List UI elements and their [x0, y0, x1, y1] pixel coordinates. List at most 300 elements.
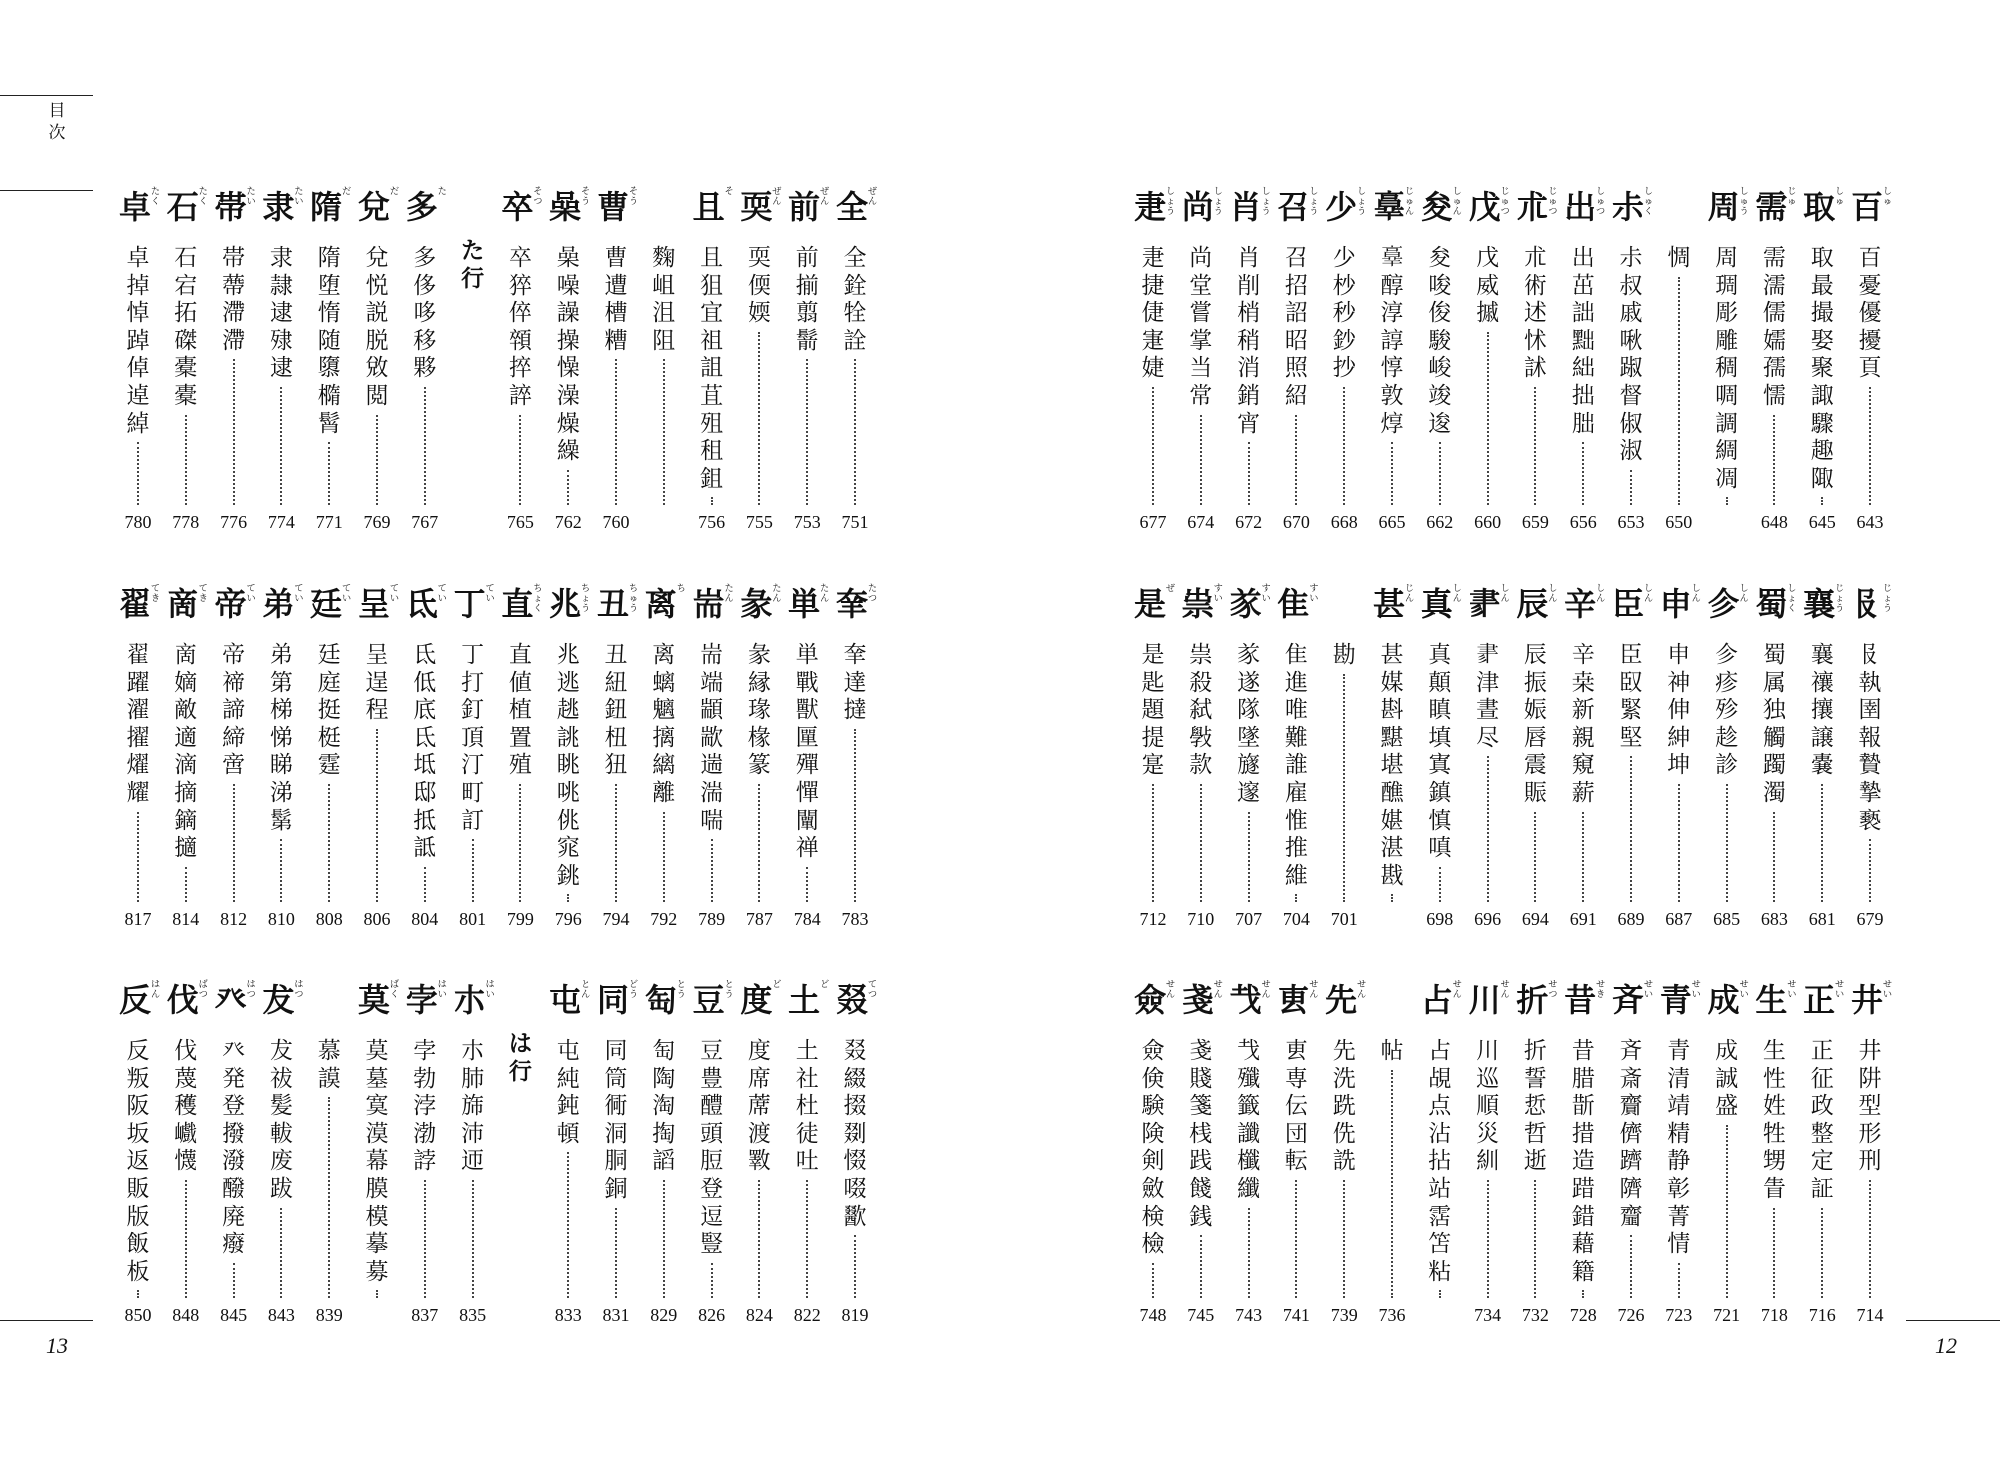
toc-entry[interactable] [642, 187, 686, 547]
entry-page-number: 745 [1187, 1305, 1215, 1325]
character: 圉 [1858, 697, 1882, 724]
entry-characters [1179, 642, 1223, 780]
character: 迊 [461, 1148, 485, 1175]
character: 登 [700, 1175, 724, 1202]
toc-entry[interactable] [690, 584, 734, 944]
toc-entry[interactable] [1131, 584, 1175, 944]
character: 𢦏 [1237, 1038, 1261, 1064]
toc-entry[interactable] [690, 187, 734, 547]
character: 疹 [1715, 669, 1739, 696]
character: 趁 [1715, 724, 1739, 751]
entry-reading: せん [1261, 980, 1271, 1000]
entry-characters [1131, 245, 1175, 383]
entry-characters [1513, 245, 1557, 383]
entry-characters [1657, 642, 1701, 780]
character: 匰 [795, 724, 819, 751]
toc-entry[interactable] [1561, 584, 1605, 944]
character: 滴 [174, 752, 198, 779]
entry-reading: ちょく [533, 584, 543, 614]
entry-characters [1561, 245, 1605, 438]
toc-entry[interactable] [1752, 980, 1796, 1340]
entry-page-number: 776 [220, 512, 248, 532]
character: 訂 [461, 807, 485, 834]
entry-characters [1705, 642, 1749, 780]
toc-entry[interactable] [451, 980, 495, 1340]
character: 倢 [1141, 300, 1165, 327]
toc-entry[interactable] [1609, 187, 1653, 547]
character: 呈 [365, 642, 389, 668]
toc-entry[interactable] [1848, 980, 1892, 1340]
entry-head-character: 帝 [214, 585, 247, 623]
entry-characters [785, 642, 829, 863]
entry-reading: てい [246, 584, 256, 604]
entry-characters [259, 245, 303, 383]
character: 睇 [269, 752, 293, 779]
character: 褻 [1858, 807, 1882, 834]
entry-reading: そう [581, 187, 591, 207]
entry-head-character: 土 [788, 981, 821, 1019]
entry-characters [1274, 642, 1318, 890]
toc-entry[interactable] [1418, 980, 1462, 1340]
entry-characters [403, 642, 447, 863]
toc-entry[interactable] [546, 187, 590, 547]
character: 打 [461, 669, 485, 696]
character: 伝 [1284, 1093, 1308, 1120]
character: 掇 [843, 1093, 867, 1120]
toc-entry[interactable] [498, 584, 542, 944]
character: 新 [1571, 697, 1595, 724]
character: 型 [1858, 1093, 1882, 1120]
character: 竣 [1428, 382, 1452, 409]
toc-entry[interactable] [164, 980, 208, 1340]
toc-entry[interactable] [1657, 584, 1701, 944]
character: 噪 [556, 272, 580, 299]
character: 鏑 [174, 807, 198, 834]
dot-leader [424, 1180, 426, 1298]
toc-entry[interactable] [1370, 187, 1414, 547]
entry-reading: せん [1500, 980, 1510, 1000]
toc-entry[interactable] [1513, 187, 1557, 547]
character: 隳 [317, 355, 341, 382]
toc-entry[interactable] [1705, 187, 1749, 547]
toc-entry[interactable] [259, 187, 303, 547]
character: 孺 [1762, 355, 1786, 382]
entry-reading: た [437, 187, 447, 197]
toc-entry[interactable] [307, 980, 351, 1340]
character: 且 [700, 245, 724, 271]
entry-head-character: 召 [1277, 188, 1310, 226]
dot-leader [1391, 442, 1393, 505]
dot-leader [1630, 756, 1632, 902]
character: 杻 [604, 724, 628, 751]
toc-entry[interactable] [1370, 980, 1414, 1340]
toc-entry[interactable] [690, 980, 734, 1340]
entry-head-character: 出 [1564, 188, 1597, 226]
dot-leader [1200, 415, 1202, 505]
toc-entry[interactable] [116, 980, 160, 1340]
toc-entry[interactable] [1609, 584, 1653, 944]
character: 齏 [1619, 1203, 1643, 1230]
toc-entry[interactable] [307, 187, 351, 547]
character: 淑 [1619, 438, 1643, 465]
entry-characters [1418, 642, 1462, 863]
toc-entry[interactable] [1752, 187, 1796, 547]
entry-characters [1131, 642, 1175, 780]
entry-characters [1561, 1038, 1605, 1286]
dot-leader [376, 415, 378, 505]
character: 涕 [269, 779, 293, 806]
toc-entry[interactable] [355, 584, 399, 944]
entry-head-character: 襄 [1803, 585, 1836, 623]
character: 隊 [1237, 697, 1261, 724]
toc-entry[interactable] [1274, 980, 1318, 1340]
toc-entry[interactable] [1561, 980, 1605, 1340]
character: 歠 [843, 1203, 867, 1230]
character: 絀 [1571, 355, 1595, 382]
character: 沾 [1428, 1120, 1452, 1147]
dot-leader [280, 1208, 282, 1298]
dot-leader [854, 359, 856, 505]
character: 魑 [652, 697, 676, 724]
dot-leader [472, 1180, 474, 1298]
entry-reading: ぜ [1165, 584, 1175, 594]
entry-head-character: 前 [788, 188, 821, 226]
character: 隶 [269, 245, 293, 271]
toc-entry[interactable] [1227, 584, 1271, 944]
character: 静 [1667, 1148, 1691, 1175]
entry-page-number: 769 [363, 512, 391, 532]
toc-entry[interactable] [212, 187, 256, 547]
entry-reading: しゅ [1882, 187, 1892, 207]
dot-leader [854, 729, 856, 902]
toc-entry[interactable] [1274, 187, 1318, 547]
entry-reading: せん [1357, 980, 1367, 1000]
toc-entry[interactable] [164, 584, 208, 944]
toc-entry[interactable] [1752, 584, 1796, 944]
toc-entry[interactable] [259, 584, 303, 944]
toc-entry[interactable] [1418, 584, 1462, 944]
toc-entry[interactable] [355, 187, 399, 547]
toc-entry[interactable] [1322, 584, 1366, 944]
entry-head-character: 井 [1850, 981, 1883, 1019]
character: 多 [413, 245, 437, 271]
character: 豆 [700, 1038, 724, 1064]
character: 紐 [604, 669, 628, 696]
toc-entry[interactable] [1800, 980, 1844, 1340]
toc-entry[interactable] [833, 187, 877, 547]
toc-entry[interactable] [785, 584, 829, 944]
character: 版 [126, 1203, 150, 1230]
character: 鎮 [1428, 779, 1452, 806]
character: 夋 [1428, 245, 1452, 271]
character: 蜀 [1762, 642, 1786, 668]
character: 峻 [1428, 355, 1452, 382]
toc-entry[interactable] [737, 187, 781, 547]
character: 植 [508, 697, 532, 724]
entry-head-character: 青 [1659, 981, 1692, 1019]
character: 桟 [1189, 1120, 1213, 1147]
entry-page-number: 679 [1856, 909, 1884, 929]
toc-entry[interactable] [212, 584, 256, 944]
character: 旞 [1237, 752, 1261, 779]
character: 緊 [1619, 697, 1643, 724]
toc-entry[interactable] [833, 584, 877, 944]
toc-entry[interactable] [1227, 187, 1271, 547]
entry-page-number: 848 [172, 1305, 200, 1325]
dot-leader [424, 867, 426, 902]
toc-entry[interactable] [1131, 980, 1175, 1340]
entry-head-character: 肖 [1229, 188, 1262, 226]
entry-reading: たい [246, 187, 256, 207]
entry-reading: とう [724, 980, 734, 1000]
toc-entry[interactable] [1705, 980, 1749, 1340]
entry-characters [1848, 245, 1892, 383]
character: 兌 [365, 245, 389, 271]
character: 眚 [1762, 1175, 1786, 1202]
character: 震 [1523, 752, 1547, 779]
entry-head-character: 申 [1659, 585, 1692, 623]
toc-entry[interactable] [1274, 584, 1318, 944]
toc-entry[interactable] [1179, 980, 1223, 1340]
toc-entry[interactable] [642, 980, 686, 1340]
character: 帝 [222, 642, 246, 668]
toc-entry[interactable] [1322, 187, 1366, 547]
toc-entry[interactable] [1657, 187, 1701, 547]
character: 維 [1284, 862, 1308, 889]
character: 豎 [700, 1231, 724, 1258]
toc-entry[interactable] [164, 187, 208, 547]
character: 悦 [365, 272, 389, 299]
character: 井 [1858, 1038, 1882, 1064]
toc-entry[interactable] [1609, 980, 1653, 1340]
character: 歂 [700, 724, 724, 751]
toc-entry[interactable] [1131, 187, 1175, 547]
character: 屯 [556, 1038, 580, 1064]
character: 寞 [365, 1093, 389, 1120]
entry-page-number: 814 [172, 909, 200, 929]
character: 板 [126, 1258, 150, 1285]
character: 神 [1667, 669, 1691, 696]
entry-head-character: 朩 [453, 981, 486, 1019]
toc-entry[interactable] [1370, 584, 1414, 944]
character: 寁 [1141, 327, 1165, 354]
character: 縭 [652, 752, 676, 779]
toc-entry[interactable] [1179, 187, 1223, 547]
character: 隹 [1284, 642, 1308, 668]
entry-reading: せき [1596, 980, 1606, 1000]
character: 践 [1189, 1148, 1213, 1175]
toc-entry[interactable] [1227, 980, 1271, 1340]
character: 昔 [1571, 1038, 1595, 1064]
entry-reading: てき [150, 584, 160, 604]
character: 橢 [317, 382, 341, 409]
character: 擿 [174, 835, 198, 862]
character: 綽 [126, 410, 150, 437]
toc-entry[interactable] [212, 980, 256, 1340]
toc-entry[interactable] [498, 187, 542, 547]
entry-reading: しん [1548, 584, 1558, 604]
character: 廃 [222, 1203, 246, 1230]
character: 癶 [222, 1038, 246, 1064]
entry-page-number: 653 [1617, 512, 1645, 532]
toc-entry[interactable] [1466, 584, 1510, 944]
entry-head-character: 需 [1755, 188, 1788, 226]
character: 敦 [1380, 382, 1404, 409]
character: 勃 [413, 1065, 437, 1092]
entry-reading: じゅん [1404, 187, 1414, 217]
character: 難 [1284, 724, 1308, 751]
character: 墜 [1237, 724, 1261, 751]
character: 蔕 [222, 272, 246, 299]
character: 朏 [1571, 410, 1595, 437]
toc-entry[interactable] [1657, 980, 1701, 1340]
toc-entry[interactable] [1705, 584, 1749, 944]
entry-characters [1609, 1038, 1653, 1231]
toc-entry[interactable] [1561, 187, 1605, 547]
dot-leader [663, 812, 665, 902]
character: 洗 [1332, 1065, 1356, 1092]
character: 廷 [317, 642, 341, 668]
character: 単 [795, 642, 819, 668]
toc-entry[interactable] [642, 584, 686, 944]
toc-entry[interactable] [1418, 187, 1462, 547]
toc-entry[interactable] [403, 584, 447, 944]
character: 閲 [365, 382, 389, 409]
character: 政 [1810, 1093, 1834, 1120]
toc-entry[interactable] [307, 584, 351, 944]
character: 纖 [1237, 1175, 1261, 1202]
character: 燥 [556, 410, 580, 437]
toc-entry[interactable] [737, 980, 781, 1340]
character: 坂 [126, 1120, 150, 1147]
character: 謟 [652, 1148, 676, 1175]
toc-entry[interactable] [1322, 980, 1366, 1340]
character: 嬬 [1762, 327, 1786, 354]
toc-entry[interactable] [594, 187, 638, 547]
character: 癈 [222, 1231, 246, 1258]
entry-head-character: 呈 [357, 585, 390, 623]
dot-leader [1869, 387, 1871, 505]
character: 梃 [317, 724, 341, 751]
toc-entry[interactable] [1466, 187, 1510, 547]
character: 斮 [1571, 1093, 1595, 1120]
character: 周 [1715, 245, 1739, 271]
character: 躍 [126, 669, 150, 696]
entry-characters [1274, 1038, 1318, 1176]
dot-leader [1582, 442, 1584, 505]
entry-reading: しゅん [1452, 187, 1462, 217]
character: 抵 [413, 807, 437, 834]
character: 模 [365, 1203, 389, 1230]
entry-reading: せい [1739, 980, 1749, 1000]
character: 滯 [222, 300, 246, 327]
character: 清 [1667, 1065, 1691, 1092]
toc-entry[interactable] [833, 980, 877, 1340]
toc-entry[interactable] [1848, 584, 1892, 944]
toc-entry[interactable] [1466, 980, 1510, 1340]
character: 寔 [1141, 752, 1165, 779]
entry-head-character: 喿 [549, 188, 582, 226]
toc-entry[interactable] [594, 584, 638, 944]
entry-reading: しゅう [1739, 187, 1749, 217]
entry-characters [785, 1038, 829, 1176]
toc-entry[interactable] [1848, 187, 1892, 547]
character: 坻 [413, 752, 437, 779]
character: 遂 [1237, 669, 1261, 696]
character: 拓 [174, 300, 198, 327]
entry-head-character: 㐱 [1707, 585, 1740, 623]
character: 斅 [1189, 724, 1213, 751]
entry-page-number: 696 [1474, 909, 1502, 929]
character: 娠 [1523, 697, 1547, 724]
toc-entry[interactable] [1800, 187, 1844, 547]
character: 啁 [1715, 382, 1739, 409]
character: 隋 [317, 245, 341, 271]
toc-entry[interactable] [355, 980, 399, 1340]
entry-head-character: 豆 [692, 981, 725, 1019]
character: 誖 [413, 1148, 437, 1175]
entry-reading: はつ [294, 980, 304, 1000]
entry-page-number: 723 [1665, 1305, 1693, 1325]
entry-characters [785, 245, 829, 355]
character: 趣 [1810, 438, 1834, 465]
entry-page-number: 826 [698, 1305, 726, 1325]
toc-entry[interactable] [1800, 584, 1844, 944]
toc-entry[interactable] [1179, 584, 1223, 944]
character: 汀 [461, 752, 485, 779]
entry-reading: てい [342, 584, 352, 604]
toc-entry[interactable] [451, 584, 495, 944]
character: 吐 [795, 1148, 819, 1175]
toc-entry[interactable] [594, 980, 638, 1340]
entry-reading: せい [1691, 980, 1701, 1000]
toc-entry[interactable] [403, 980, 447, 1340]
dot-leader [711, 1263, 713, 1298]
toc-entry[interactable] [403, 187, 447, 547]
entry-head-character: 屯 [549, 981, 582, 1019]
toc-entry[interactable] [1513, 584, 1557, 944]
dot-leader [1630, 1235, 1632, 1298]
dot-leader [1582, 1290, 1584, 1298]
toc-entry[interactable] [116, 187, 160, 547]
toc-entry[interactable] [785, 980, 829, 1340]
character: 銓 [843, 272, 867, 299]
dot-leader [806, 1180, 808, 1298]
character: 旆 [461, 1093, 485, 1120]
character: 叛 [126, 1065, 150, 1092]
character: 踔 [126, 327, 150, 354]
character: 諏 [1810, 382, 1834, 409]
character: 巇 [174, 1120, 198, 1147]
entry-page-number: 712 [1139, 909, 1167, 929]
entry-head-character: 匋 [644, 981, 677, 1019]
toc-entry[interactable] [546, 980, 590, 1340]
entry-head-character: 曹 [596, 188, 629, 226]
toc-entry[interactable] [259, 980, 303, 1340]
character: 禳 [1810, 669, 1834, 696]
character: 征 [1810, 1065, 1834, 1092]
toc-entry[interactable] [546, 584, 590, 944]
toc-entry[interactable] [1513, 980, 1557, 1340]
toc-entry[interactable] [785, 187, 829, 547]
character: 踖 [1571, 1175, 1595, 1202]
toc-entry[interactable] [737, 584, 781, 944]
character: 詛 [700, 355, 724, 382]
toc-entry[interactable] [116, 584, 160, 944]
entry-characters [1609, 245, 1653, 466]
character: 殄 [1715, 697, 1739, 724]
entry-characters [833, 642, 877, 725]
